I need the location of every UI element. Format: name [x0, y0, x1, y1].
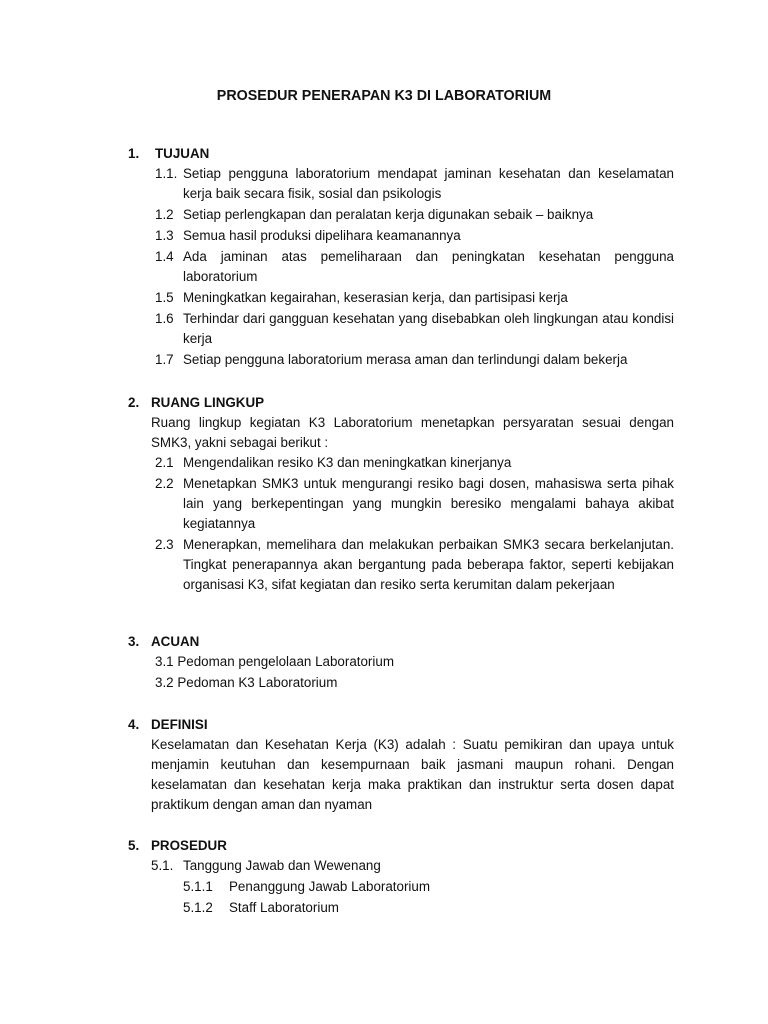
section-number: 4.	[128, 717, 140, 732]
item-number: 2.1	[155, 455, 174, 470]
item-text: Ada jaminan atas pemeliharaan dan peningkatan kesehatan pengguna laboratorium	[183, 249, 674, 284]
item-number: 1.6	[155, 311, 174, 326]
item-text: Menerapkan, memelihara dan melakukan perbaikan SMK3 secara berkelanjutan. Tingkat penerapannya akan bergantung pada beberapa faktor, seperti kebijakan organisasi K3, sifat kegiatan dan resiko serta kerumitan dalam pekerjaan	[183, 537, 674, 592]
item-number: 1.2	[155, 207, 174, 222]
item-number: 2.2	[155, 476, 174, 491]
section-acuan	[128, 632, 674, 694]
list-item	[128, 535, 674, 595]
item-number: 1.4	[155, 249, 174, 264]
item-text: Setiap pengguna laboratorium merasa aman dan terlindungi dalam bekerja	[183, 352, 628, 367]
item-text: Staff Laboratorium	[229, 900, 339, 915]
list-item	[128, 309, 674, 349]
section-number: 1.	[128, 146, 140, 161]
section-heading	[128, 144, 674, 164]
list-item	[128, 205, 674, 225]
section-prosedur	[128, 836, 674, 919]
section-title: TUJUAN	[155, 146, 210, 161]
item-number: 5.1.	[151, 858, 174, 873]
section-ruang-lingkup	[128, 393, 674, 596]
section-heading	[128, 836, 674, 856]
item-number: 5.1.2	[183, 900, 213, 915]
section-heading	[128, 393, 674, 413]
item-number: 1.3	[155, 228, 174, 243]
section-title: RUANG LINGKUP	[151, 395, 265, 410]
list-item	[128, 226, 674, 246]
section-tujuan	[128, 144, 674, 371]
reference-item: 3.1 Pedoman pengelolaan Laboratorium	[155, 654, 394, 669]
item-text: Penanggung Jawab Laboratorium	[229, 879, 431, 894]
item-text: Meningkatkan kegairahan, keserasian kerja, dan partisipasi kerja	[183, 290, 568, 305]
item-number: 1.1.	[155, 166, 178, 181]
item-text: Menetapkan SMK3 untuk mengurangi resiko bagi dosen, mahasiswa serta pihak lain yang berkepentingan yang mungkin beresiko mengalami bahaya akibat kegiatannya	[183, 476, 674, 531]
sub-subsection-item	[128, 898, 674, 919]
section-title: PROSEDUR	[151, 838, 227, 853]
item-text: Terhindar dari gangguan kesehatan yang disebabkan oleh lingkungan atau kondisi kerja	[183, 311, 674, 346]
item-text: Tanggung Jawab dan Wewenang	[183, 858, 381, 873]
section-title: DEFINISI	[151, 717, 208, 732]
list-item	[128, 164, 674, 204]
list-item	[128, 453, 674, 473]
section-heading	[128, 715, 674, 735]
reference-item: 3.2 Pedoman K3 Laboratorium	[155, 675, 338, 690]
item-text: Setiap pengguna laboratorium mendapat jaminan kesehatan dan keselamatan kerja baik secara fisik, sosial dan psikologis	[183, 166, 674, 201]
section-title: ACUAN	[151, 634, 200, 649]
section-intro: Ruang lingkup kegiatan K3 Laboratorium menetapkan persyaratan sesuai dengan SMK3, yakni sebagai berikut :	[151, 415, 674, 450]
section-number: 2.	[128, 395, 140, 410]
section-heading	[128, 632, 674, 652]
item-text: Setiap perlengkapan dan peralatan kerja digunakan sebaik – baiknya	[183, 207, 594, 222]
document-title: PROSEDUR PENERAPAN K3 DI LABORATORIUM	[216, 88, 552, 104]
subsection-item	[128, 856, 674, 877]
sub-subsection-item	[128, 877, 674, 898]
section-number: 5.	[128, 838, 140, 853]
definition-text: Keselamatan dan Kesehatan Kerja (K3) adalah : Suatu pemikiran dan upaya untuk menjamin keutuhan dan kesempurnaan baik jasmani maupun rohani. Dengan keselamatan dan kesehatan kerja maka praktikan dan instruktur serta dosen dapat praktikum dengan aman dan nyaman	[151, 737, 674, 812]
list-item	[128, 474, 674, 534]
item-number: 5.1.1	[183, 879, 213, 894]
item-text: Mengendalikan resiko K3 dan meningkatkan kinerjanya	[183, 455, 512, 470]
list-item	[128, 350, 674, 370]
item-text: Semua hasil produksi dipelihara keamanannya	[183, 228, 461, 243]
item-number: 1.5	[155, 290, 174, 305]
list-item	[128, 288, 674, 308]
item-number: 1.7	[155, 352, 174, 367]
item-number: 2.3	[155, 537, 174, 552]
list-item	[128, 247, 674, 287]
section-number: 3.	[128, 634, 140, 649]
section-definisi	[128, 715, 674, 815]
